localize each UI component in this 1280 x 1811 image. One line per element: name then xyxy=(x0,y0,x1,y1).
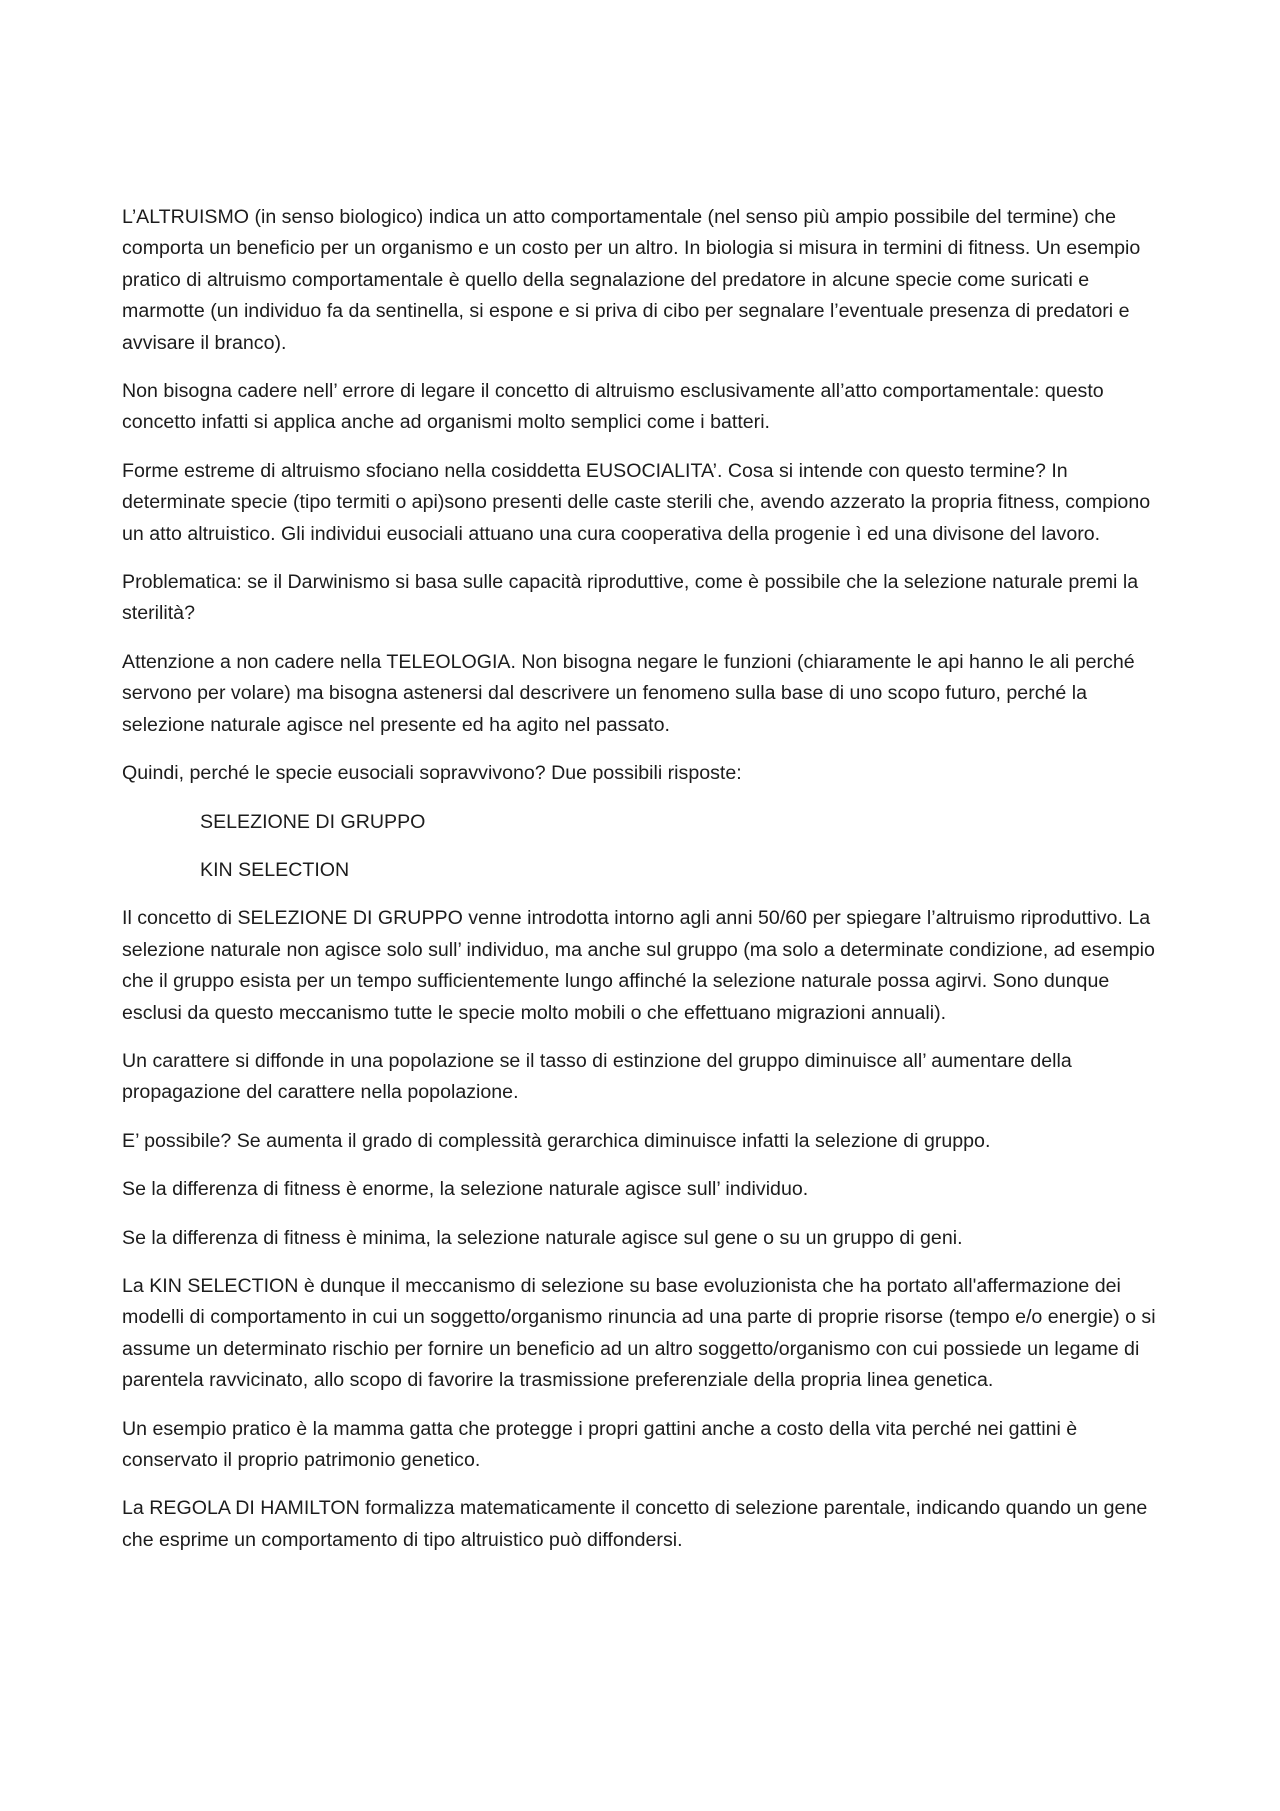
paragraph-question: Quindi, perché le specie eusociali sopravvivono? Due possibili risposte: xyxy=(122,762,742,785)
paragraph-esempio-gatta: Un esempio pratico è la mamma gatta che protegge i propri gattini anche a costo della vita perché nei gattini è conservato il proprio patrimonio genetico. xyxy=(122,1417,1078,1471)
paragraph-regola-hamilton: La REGOLA DI HAMILTON formalizza matematicamente il concetto di selezione parentale, indicando quando un gene che esprime un comportamento di tipo altruistico può diffondersi. xyxy=(122,1497,1148,1551)
paragraph-selezione-di-gruppo: Il concetto di SELEZIONE DI GRUPPO venne introdotta intorno agli anni 50/60 per spiegare l’altruismo riproduttivo. La selezione naturale non agisce solo sull’ individuo, ma anche sul gruppo (ma solo a determinate condizione, ad esempio che il gruppo esista per un tempo sufficientemente lungo affinché la selezione naturale possa agirvi. Sono dunque esclusi da questo meccanismo tutte le specie molto mobili o che effettuano migrazioni annuali). xyxy=(122,907,1155,1024)
paragraph-teleologia: Attenzione a non cadere nella TELEOLOGIA. Non bisogna negare le funzioni (chiaramente le api hanno le ali perché servono per volare) ma bisogna astenersi dal descrivere un fenomeno sulla base di uno scopo futuro, perché la selezione naturale agisce nel presente ed ha agito nel passato. xyxy=(122,650,1135,736)
paragraph-problematica: Problematica: se il Darwinismo si basa sulle capacità riproduttive, come è possibile che la selezione naturale premi la sterilità? xyxy=(122,571,1139,625)
answer-kin-selection: KIN SELECTION xyxy=(200,858,350,881)
paragraph-possibile: E’ possibile? Se aumenta il grado di complessità gerarchica diminuisce infatti la selezione di gruppo. xyxy=(122,1129,991,1152)
document-body xyxy=(122,202,1162,1573)
paragraph-carattere-diffusione: Un carattere si diffonde in una popolazione se il tasso di estinzione del gruppo diminuisce all’ aumentare della propagazione del carattere nella popolazione. xyxy=(122,1049,1072,1104)
paragraph-fitness-enorme: Se la differenza di fitness è enorme, la selezione naturale agisce sull’ individuo. xyxy=(122,1178,809,1201)
paragraph-altruismo-definition: L’ALTRUISMO (in senso biologico) indica un atto comportamentale (nel senso più ampio possibile del termine) che comporta un beneficio per un organismo e un costo per un altro. In biologia si misura in termini di fitness. Un esempio pratico di altruismo comportamentale è quello della segnalazione del predatore in alcune specie come suricati e marmotte (un individuo fa da sentinella, si espone e si priva di cibo per segnalare l’eventuale presenza di predatori e avvisare il branco). xyxy=(122,206,1141,354)
paragraph-altruismo-batteri: Non bisogna cadere nell’ errore di legare il concetto di altruismo esclusivamente all’atto comportamentale: questo concetto infatti si applica anche ad organismi molto semplici come i batteri. xyxy=(122,380,1104,434)
paragraph-eusocialita: Forme estreme di altruismo sfociano nella cosiddetta EUSOCIALITA’. Cosa si intende con questo termine? In determinate specie (tipo termiti o api)sono presenti delle caste sterili che, avendo azzerato la propria fitness, compiono un atto altruistico. Gli individui eusociali attuano una cura cooperativa della progenie ì ed una divisone del lavoro. xyxy=(122,459,1151,545)
paragraph-fitness-minima: Se la differenza di fitness è minima, la selezione naturale agisce sul gene o su un gruppo di geni. xyxy=(122,1226,963,1249)
answer-selezione-di-gruppo: SELEZIONE DI GRUPPO xyxy=(200,810,426,833)
paragraph-kin-selection: La KIN SELECTION è dunque il meccanismo di selezione su base evoluzionista che ha portato all'affermazione dei modelli di comportamento in cui un soggetto/organismo rinuncia ad una parte di proprie risorse (tempo e/o energie) o si assume un determinato rischio per fornire un beneficio ad un altro soggetto/organismo con cui possiede un legame di parentela ravvicinato, allo scopo di favorire la trasmissione preferenziale della propria linea genetica. xyxy=(122,1274,1156,1392)
